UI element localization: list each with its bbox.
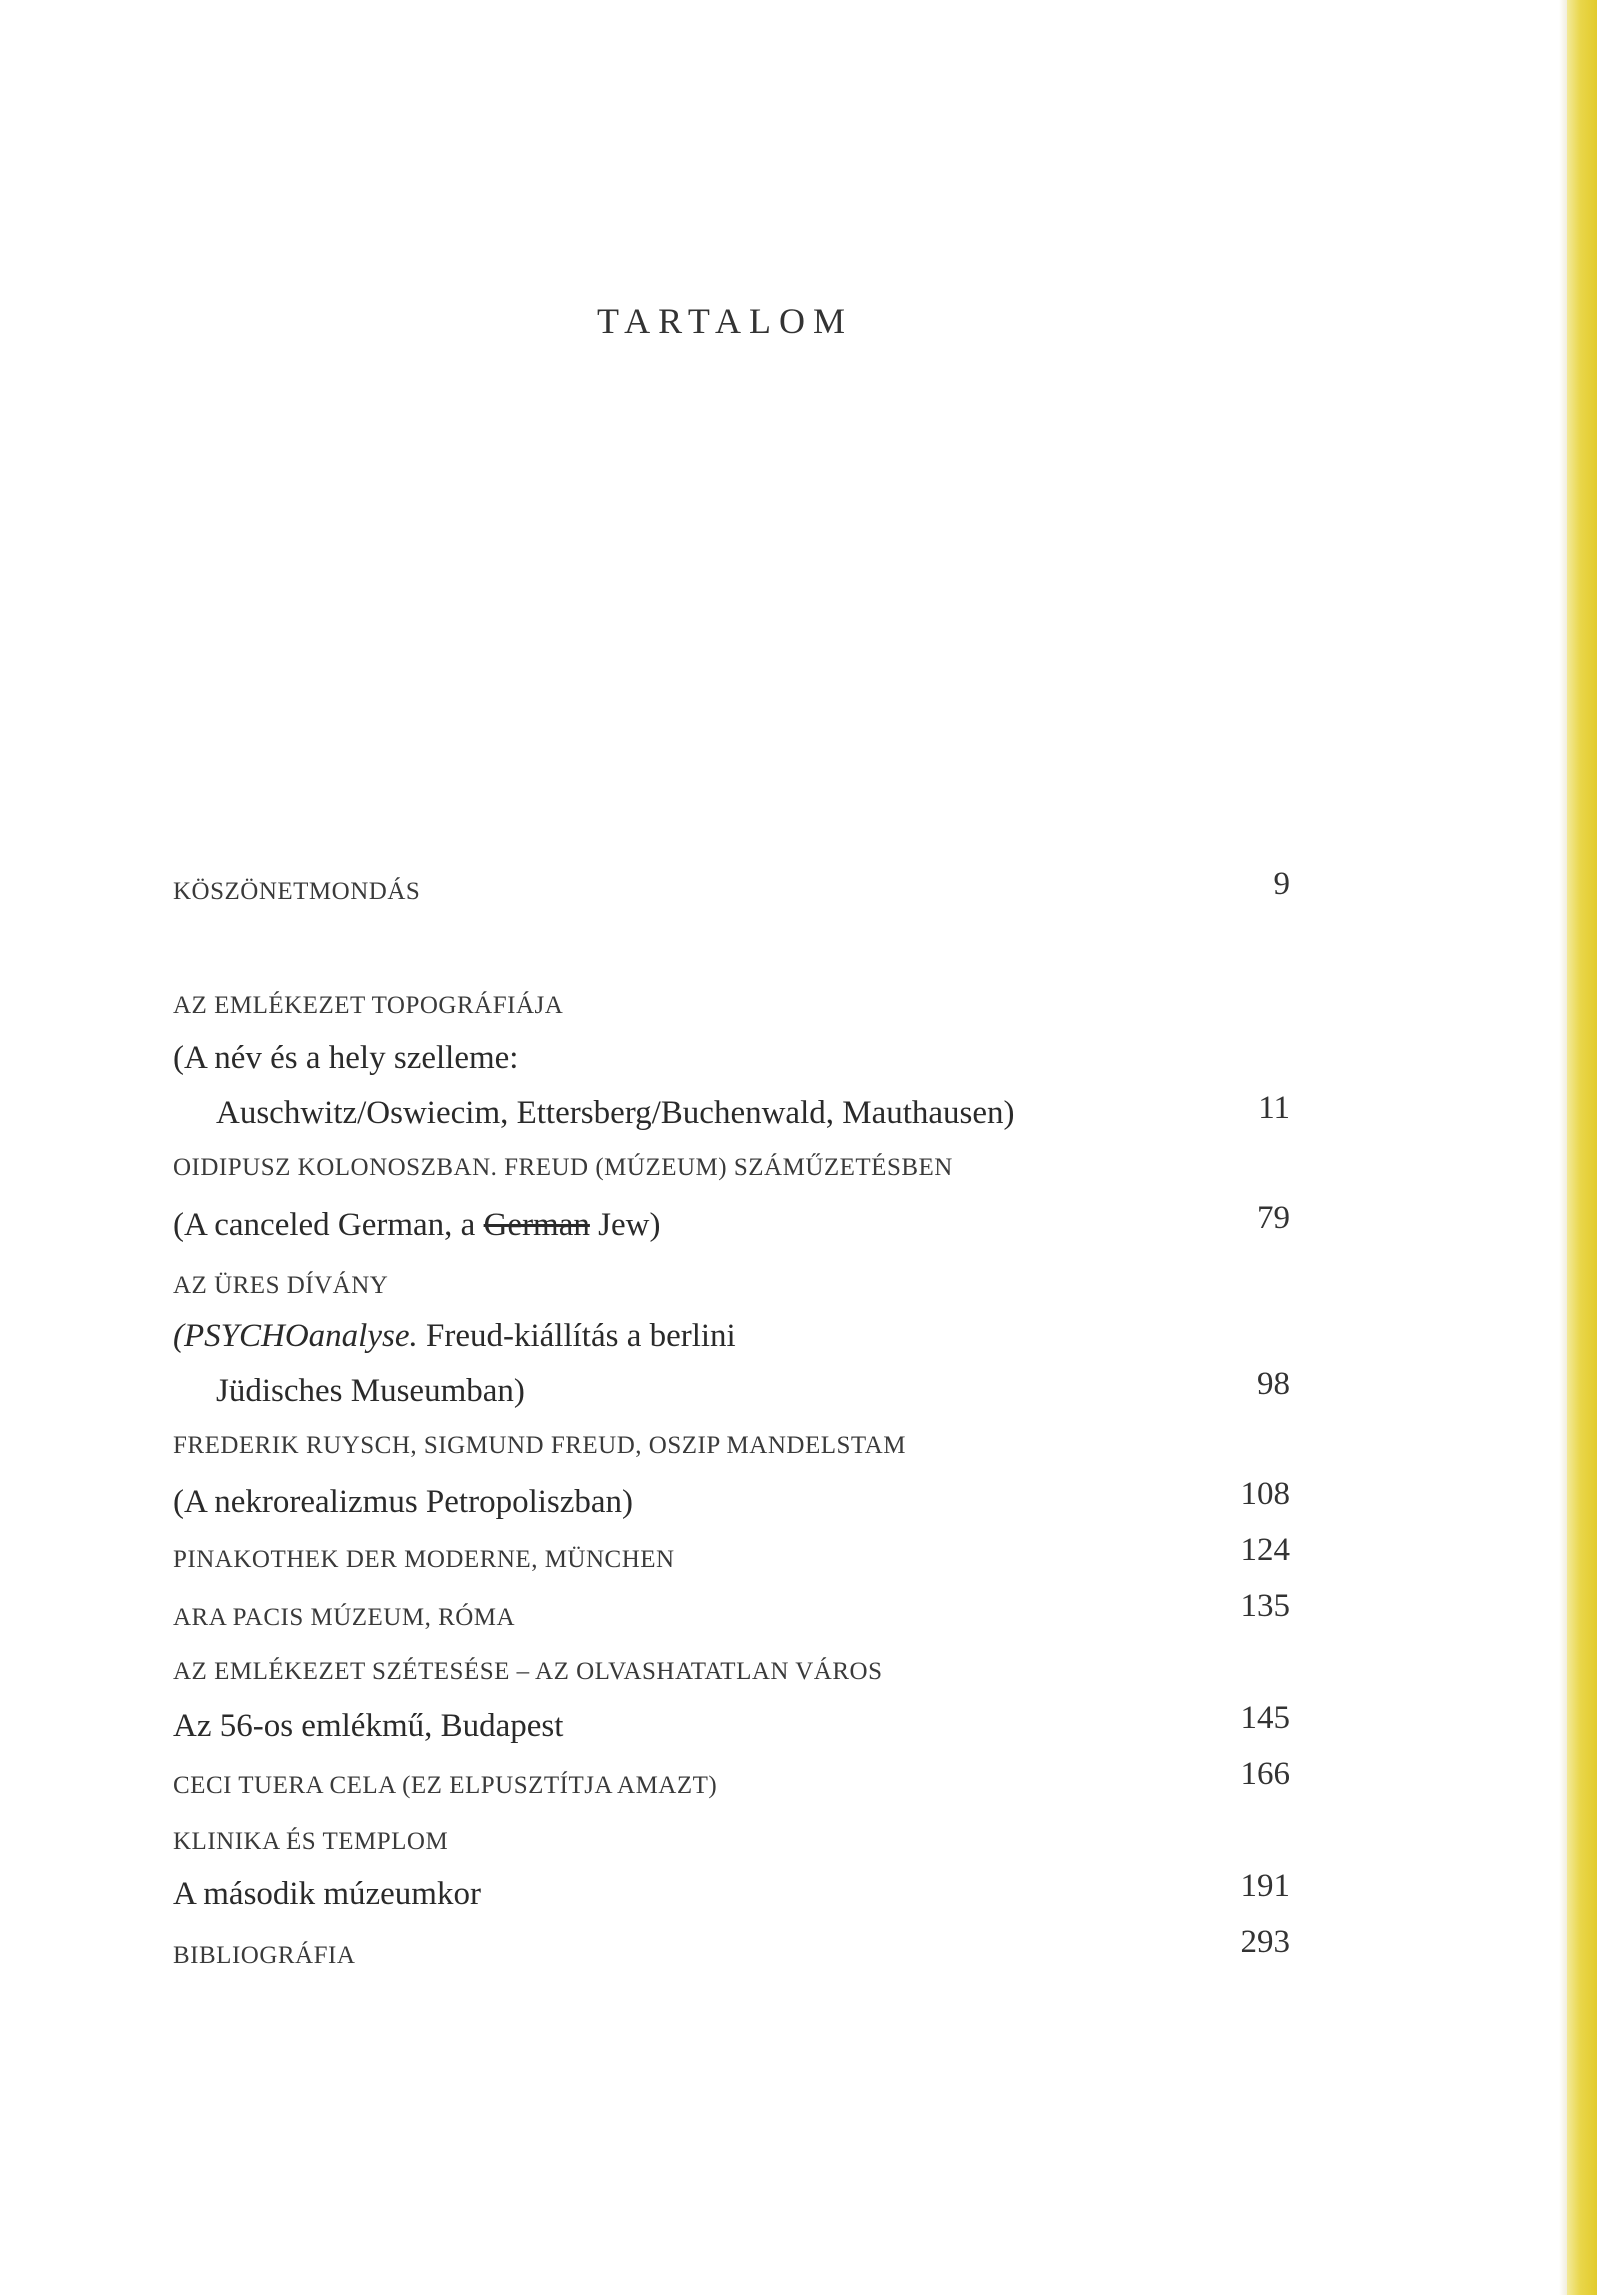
struck-word: German [483,1207,590,1243]
toc-heading-topografia: AZ EMLÉKEZET TOPOGRÁFIÁJA [173,992,564,1019]
toc-subtitle [173,1207,660,1244]
toc-heading-emlekezet-szetesese: AZ EMLÉKEZET SZÉTESÉSE – AZ OLVASHATATLAN VÁROS [173,1658,883,1685]
toc-page-number: 135 [1240,1588,1290,1624]
toc-heading-koszonetmondas: KÖSZÖNETMONDÁS [173,878,421,905]
page-title: TARTALOM [596,301,854,341]
toc-subtitle-part: Jew) [589,1207,661,1243]
toc-heading-ceci-tuera-cela: CECI TUERA CELA (EZ ELPUSZTÍTJA AMAZT) [173,1772,718,1799]
toc-subtitle-part: Freud-kiállítás a berlini [417,1318,736,1354]
italic-title: (PSYCHOanalyse. [173,1318,418,1354]
toc-subtitle: Az 56-os emlékmű, Budapest [173,1708,564,1744]
toc-heading-bibliografia: BIBLIOGRÁFIA [173,1942,356,1969]
toc-heading-pinakothek: PINAKOTHEK DER MODERNE, MÜNCHEN [173,1546,675,1573]
toc-page-number: 108 [1240,1476,1290,1512]
toc-page-number: 9 [1273,866,1290,902]
toc-subtitle-continued: Auschwitz/Oswiecim, Ettersberg/Buchenwald, Mauthausen) [216,1095,1015,1131]
toc-heading-klinika: KLINIKA ÉS TEMPLOM [173,1828,449,1855]
toc-page-number: 98 [1257,1366,1290,1402]
toc-heading-ara-pacis: ARA PACIS MÚZEUM, RÓMA [173,1604,516,1631]
toc-subtitle-part: (A canceled German, a [173,1207,484,1243]
toc-heading-ures-divany: AZ ÜRES DÍVÁNY [173,1272,389,1299]
toc-page-number: 79 [1257,1200,1290,1236]
toc-page-number: 11 [1258,1090,1290,1126]
toc-page-number: 166 [1240,1756,1290,1792]
toc-page-number: 293 [1240,1924,1290,1960]
toc-subtitle: A második múzeumkor [173,1876,481,1912]
toc-subtitle-continued: Jüdisches Museumban) [216,1373,525,1409]
toc-page-number: 145 [1240,1700,1290,1736]
toc-subtitle: (A név és a hely szelleme: [173,1040,519,1076]
toc-page-number: 191 [1240,1868,1290,1904]
toc-heading-ruysch: FREDERIK RUYSCH, SIGMUND FREUD, OSZIP MANDELSTAM [173,1432,906,1459]
toc-page-number: 124 [1240,1532,1290,1568]
toc-heading-oidipusz: OIDIPUSZ KOLONOSZBAN. FREUD (MÚZEUM) SZÁMŰZETÉSBEN [173,1154,953,1181]
toc-subtitle: (A nekrorealizmus Petropoliszban) [173,1484,634,1520]
toc-subtitle [173,1318,736,1355]
